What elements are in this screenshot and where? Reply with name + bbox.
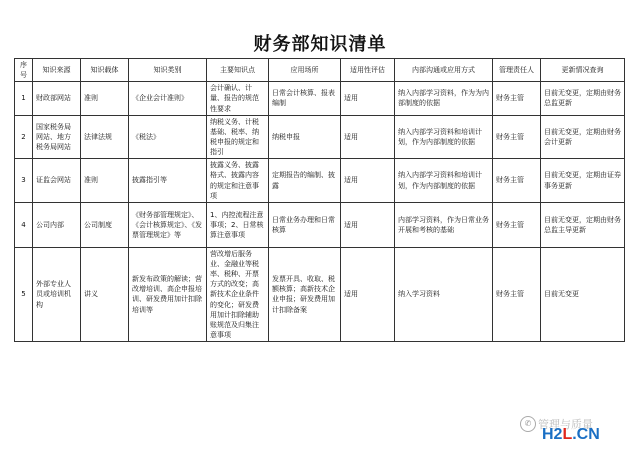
cell-communication: 纳入内部学习资料和培训计划，作为内部制度的依据 <box>395 159 493 203</box>
col-header-communication: 内部沟通或应用方式 <box>395 59 493 82</box>
cell-owner: 财务主管 <box>493 82 541 115</box>
cell-category: 《财务部管理规定》、《会计核算规定》、《发票管理规定》等 <box>129 202 207 247</box>
cell-carrier: 准则 <box>81 82 129 115</box>
cell-applicability: 适用 <box>341 82 395 115</box>
cell-communication: 纳入学习资料 <box>395 247 493 341</box>
cell-category: 《企业会计准则》 <box>129 82 207 115</box>
col-header-update: 更新情况查询 <box>541 59 625 82</box>
col-header-applicability: 适用性评估 <box>341 59 395 82</box>
cell-owner: 财务主管 <box>493 202 541 247</box>
cell-owner: 财务主管 <box>493 247 541 341</box>
cell-carrier: 公司制度 <box>81 202 129 247</box>
cell-application: 纳税申报 <box>269 115 341 159</box>
col-header-application: 应用场所 <box>269 59 341 82</box>
cell-source: 外部专业人员或培训机构 <box>33 247 81 341</box>
cell-applicability: 适用 <box>341 202 395 247</box>
cell-carrier: 法律法规 <box>81 115 129 159</box>
cell-applicability: 适用 <box>341 159 395 203</box>
cell-source: 财政部网站 <box>33 82 81 115</box>
col-header-source: 知识来源 <box>33 59 81 82</box>
cell-communication: 纳入内部学习资料，作为为内部制度的依据 <box>395 82 493 115</box>
cell-key-points: 1、内控流程注意事项；2、日常核算注意事项 <box>207 202 269 247</box>
cell-index: 3 <box>15 159 33 203</box>
cell-update: 目前无变更，定期由证券事务更新 <box>541 159 625 203</box>
cell-applicability: 适用 <box>341 247 395 341</box>
cell-application: 日常会计核算、报表编制 <box>269 82 341 115</box>
col-header-index: 序号 <box>15 59 33 82</box>
cell-owner: 财务主管 <box>493 159 541 203</box>
page-title: 财务部知识清单 <box>253 34 387 55</box>
knowledge-table <box>14 58 625 342</box>
table-header-row <box>15 59 625 82</box>
cell-source: 公司内部 <box>33 202 81 247</box>
cell-index: 2 <box>15 115 33 159</box>
cell-communication: 内部学习资料，作为日常业务开展和考核的基础 <box>395 202 493 247</box>
cell-key-points: 会计确认、计量、报告的规范性要求 <box>207 82 269 115</box>
col-header-carrier: 知识载体 <box>81 59 129 82</box>
table-row <box>15 159 625 203</box>
cell-application: 发票开具、收取、税额核算；高新技术企业申报；研发费用加计扣除备案 <box>269 247 341 341</box>
cell-key-points: 披露义务、披露格式、披露内容的规定和注意事项 <box>207 159 269 203</box>
wechat-icon: ✆ <box>520 416 536 432</box>
cell-category: 新发布政策的解读；营改增培训、高企申报培训、研发费用加计扣除培训等 <box>129 247 207 341</box>
cell-update: 目前无变更，定期由财务总监更新 <box>541 82 625 115</box>
col-header-key-points: 主要知识点 <box>207 59 269 82</box>
cell-application: 日常业务办理和日常核算 <box>269 202 341 247</box>
table-row <box>15 82 625 115</box>
cell-category: 《税法》 <box>129 115 207 159</box>
cell-index: 4 <box>15 202 33 247</box>
cell-key-points: 纳税义务、计税基础、税率、纳税申报的规定和指引 <box>207 115 269 159</box>
col-header-category: 知识类别 <box>129 59 207 82</box>
table-row <box>15 247 625 341</box>
col-header-owner: 管理责任人 <box>493 59 541 82</box>
cell-category: 披露指引等 <box>129 159 207 203</box>
cell-carrier: 讲义 <box>81 247 129 341</box>
cell-owner: 财务主管 <box>493 115 541 159</box>
cell-source: 证监会网站 <box>33 159 81 203</box>
table-row <box>15 115 625 159</box>
cell-communication: 纳入内部学习资料和培训计划，作为内部制度的依据 <box>395 115 493 159</box>
cell-update: 目前无变更，定期由财务总监主导更新 <box>541 202 625 247</box>
table-row <box>15 202 625 247</box>
cell-index: 5 <box>15 247 33 341</box>
cell-index: 1 <box>15 82 33 115</box>
watermark <box>500 416 630 446</box>
cell-carrier: 准则 <box>81 159 129 203</box>
watermark-wechat-text: 管理与质量 <box>538 418 593 431</box>
cell-application: 定期报告的编制、披露 <box>269 159 341 203</box>
cell-update: 目前无变更 <box>541 247 625 341</box>
watermark-logo: H2L.CN <box>542 426 600 443</box>
cell-key-points: 营改增后服务业、金融业等税率、税种、开票方式的改变；高新技术企业条件的变化；研发费用加计扣除辅助账规范及归集注意事项 <box>207 247 269 341</box>
cell-applicability: 适用 <box>341 115 395 159</box>
cell-update: 目前无变更，定期由财务会计更新 <box>541 115 625 159</box>
cell-source: 国家税务局网站、地方税务局网站 <box>33 115 81 159</box>
